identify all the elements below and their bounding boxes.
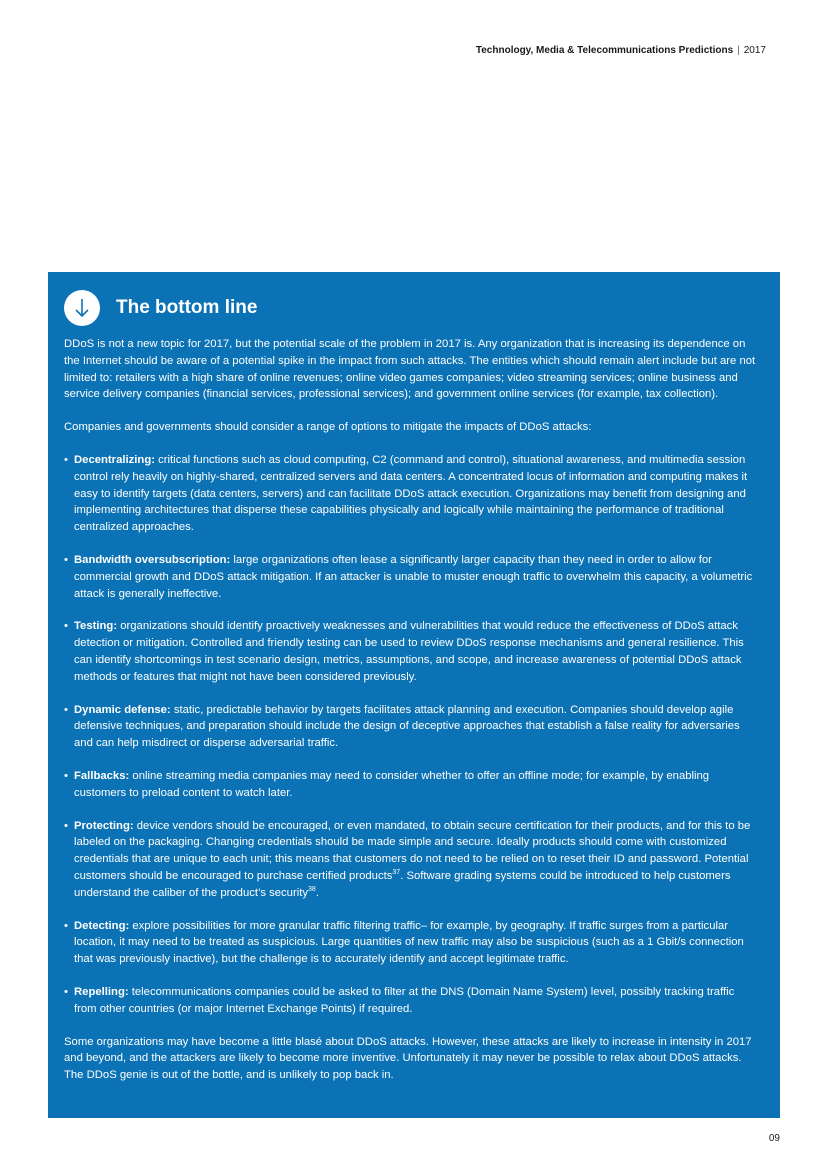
arrow-down-icon [64,290,100,326]
bullet-text: . [315,886,319,899]
bullet-term: Decentralizing: [74,453,155,466]
section-title: The bottom line [116,297,258,318]
bullet-text: telecommunications companies could be asked to filter at the DNS (Domain Name System) level, possibly tracking traffic from other countries (or major Internet Exchange Points) if required. [74,985,735,1015]
bullet-text: large organizations often lease a significantly larger capacity than they need in order to allow for commercial growth and DDoS attack mitigation. If an attacker is unable to muster enough traffic to overwhelm this capacity, a volumetric attack is generally ineffective. [74,553,753,600]
list-item [64,768,760,802]
footnote-ref: 37 [392,869,401,877]
header-separator: | [737,45,740,56]
bullet-term: Repelling: [74,985,129,998]
lead-paragraph: Companies and governments should consider a range of options to mitigate the impacts of DDoS attacks: [64,421,592,434]
bullet-term: Protecting: [74,819,134,832]
list-item [64,702,760,752]
bullet-term: Testing: [74,620,118,633]
mitigation-list [64,452,760,1018]
bullet-text: online streaming media companies may need to consider whether to offer an offline mode; for example, by enabling customers to preload content to watch later. [74,769,710,799]
list-item [64,552,760,602]
list-item [64,452,760,536]
publication-title: Technology, Media & Telecommunications Predictions [475,45,734,56]
bullet-term: Fallbacks: [74,769,130,782]
list-item [64,818,760,902]
bullet-term: Dynamic defense: [74,703,171,716]
closing-paragraph: Some organizations may have become a little blasé about DDoS attacks. However, these attacks are likely to increase in intensity in 2017 and beyond, and the attackers are likely to become more inventive. Unfortunately it may never be possible to relax about DDoS attacks. The DDoS genie is out of the bottle, and is unlikely to pop back in. [64,1035,752,1082]
bullet-term: Detecting: [74,919,130,932]
bullet-text: critical functions such as cloud computing, C2 (command and control), situational awareness, and multimedia session control rely heavily on highly-shared, centralized servers and data centers. A concentrated locus of information and computing makes it easy to identify targets (data centers, servers) and can facilitate DDoS attack execution. Organizations may benefit from designing and implementing architectures that disperse these capabilities physically and logically while maintaining the performance of traditional centralized approaches. [74,453,748,534]
publication-year: 2017 [743,45,766,56]
bullet-text: static, predictable behavior by targets facilitates attack planning and execution. Companies should develop agile defensive techniques, and preparation should include the design of deceptive approaches that establish a false reality for adversaries and can help misdirect or disperse adversarial traffic. [74,703,740,750]
page-number: 09 [768,1133,780,1144]
list-item [64,618,760,685]
bullet-text: . Software grading systems could be introduced to help customers understand the caliber of the product’s security [74,869,731,899]
footnote-ref: 38 [308,885,316,893]
running-header [476,45,766,56]
bottom-line-panel [48,272,780,1118]
list-item [64,918,760,968]
bullet-text: device vendors should be encouraged, or even mandated, to obtain secure certification for their products, and for this to be labeled on the packaging. Changing credentials should be made simple and secure. Ideally products should come with customized credentials that are unique to each unit; this means that customers do not need to be relied on to reset their ID and password. Potential customers should be encouraged to purchase certified products [74,819,751,882]
bullet-term: Bandwidth oversubscription: [74,553,231,566]
panel-title-row [64,290,760,326]
intro-paragraph: DDoS is not a new topic for 2017, but the potential scale of the problem in 2017 is. Any organization that is increasing its dependence on the Internet should be aware of a potential spike in the impact from such attacks. The entities which should remain alert include but are not limited to: retailers with a high share of online revenues; online video games companies; video streaming services; online business and service delivery companies (financial services, professional services); and government online services (for example, tax collection). [64,338,756,401]
list-item [64,984,760,1018]
bullet-text: explore possibilities for more granular traffic filtering traffic– for example, by geography. If traffic surges from a particular location, it may need to be treated as suspicious. Large quantities of new traffic may also be suspicious (such as a 1 Gbit/s connection that was previously inactive), but the challenge is to accurately identify and accept legitimate traffic. [74,919,744,966]
bullet-text: organizations should identify proactively weaknesses and vulnerabilities that would reduce the effectiveness of DDoS attack detection or mitigation. Controlled and friendly testing can be used to review DDoS response mechanisms and general resilience. This can identify shortcomings in test scenario design, metrics, assumptions, and scope, and increase awareness of potential DDoS attack methods or features that might not have been considered previously. [74,620,744,683]
